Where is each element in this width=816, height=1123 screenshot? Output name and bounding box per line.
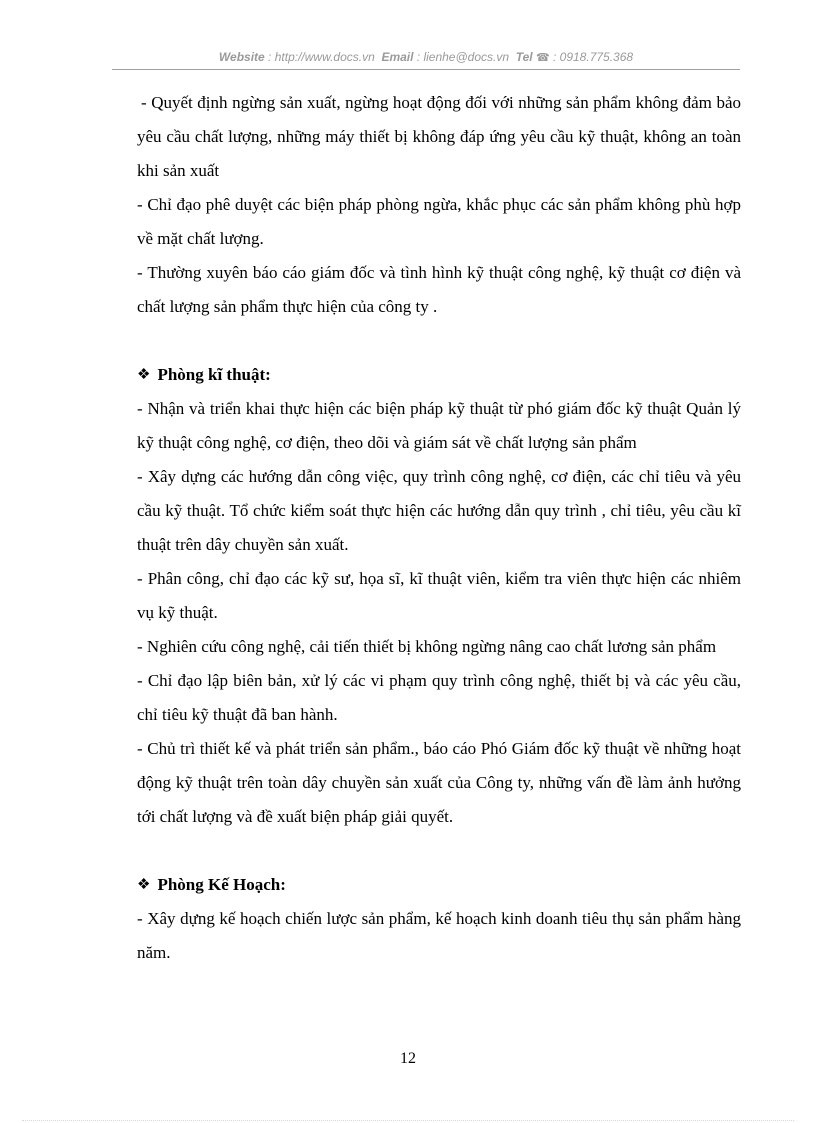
spacer: [137, 834, 741, 868]
diamond-bullet-icon: ❖: [137, 877, 151, 893]
section-title: Phòng Kế Hoạch:: [157, 875, 286, 894]
paragraph: - Chỉ đạo phê duyệt các biện pháp phòng ngừa, khắc phục các sản phẩm không phù hợp về mặt chất lượng.: [137, 195, 741, 248]
header-divider: [112, 69, 740, 70]
email-value: : lienhe@docs.vn: [413, 50, 510, 64]
website-value: : http://www.docs.vn: [264, 50, 375, 64]
paragraph: - Thường xuyên báo cáo giám đốc và tình hình kỹ thuật công nghệ, kỹ thuật cơ điện và chất lượng sản phẩm thực hiện của công ty .: [137, 263, 741, 316]
paragraph: - Nghiên cứu công nghệ, cải tiến thiết bị không ngừng nâng cao chất lương sản phẩm: [137, 637, 717, 656]
tel-value: : 0918.775.368: [549, 50, 634, 64]
section-heading-phong-ke-hoach: [137, 868, 741, 902]
paragraph: - Xây dựng kế hoạch chiến lược sản phẩm, kế hoạch kinh doanh tiêu thụ sản phẩm hàng năm.: [137, 909, 741, 962]
paragraph: - Xây dựng các hướng dẫn công việc, quy trình công nghệ, cơ điện, các chỉ tiêu và yêu cầu kỹ thuật. Tổ chức kiểm soát thực hiện các hướng dẫn quy trình , chỉ tiêu, yêu cầu kĩ thuật trên dây chuyền sản xuất.: [137, 467, 741, 554]
tel-label: Tel: [515, 50, 533, 64]
paragraph: - Phân công, chỉ đạo các kỹ sư, họa sĩ, kĩ thuật viên, kiểm tra viên thực hiện các nhiêm vụ kỹ thuật.: [137, 569, 741, 622]
website-label: Website: [218, 50, 265, 64]
phone-icon: ☎: [535, 52, 550, 64]
page-number: 12: [400, 1050, 416, 1067]
section-heading-phong-ki-thuat: [137, 358, 741, 392]
email-label: Email: [381, 50, 414, 64]
spacer: [137, 324, 741, 358]
section-title: Phòng kĩ thuật:: [157, 365, 271, 384]
diamond-bullet-icon: ❖: [137, 367, 151, 383]
paragraph: - Quyết định ngừng sản xuất, ngừng hoạt động đối với những sản phẩm không đảm bảo yêu cầu chất lượng, những máy thiết bị không đáp ứng yêu cầu kỹ thuật, không an toàn khi sản xuất: [137, 93, 741, 180]
paragraph: - Nhận và triển khai thực hiện các biện pháp kỹ thuật từ phó giám đốc kỹ thuật Quản lý kỹ thuật công nghệ, cơ điện, theo dõi và giám sát về chất lượng sản phẩm: [137, 399, 741, 452]
footer-divider: [22, 1120, 794, 1121]
document-body: [137, 86, 741, 970]
page-header: [112, 50, 740, 64]
paragraph: - Chủ trì thiết kế và phát triển sản phẩm., báo cáo Phó Giám đốc kỹ thuật về những hoạt động kỹ thuật trên toàn dây chuyền sản xuất của Công ty, những vấn đề làm ảnh hưởng tới chất lượng và đề xuất biện pháp giải quyết.: [137, 739, 741, 826]
paragraph: - Chỉ đạo lập biên bản, xử lý các vi phạm quy trình công nghệ, thiết bị và các yêu cầu, chỉ tiêu kỹ thuật đã ban hành.: [137, 671, 741, 724]
